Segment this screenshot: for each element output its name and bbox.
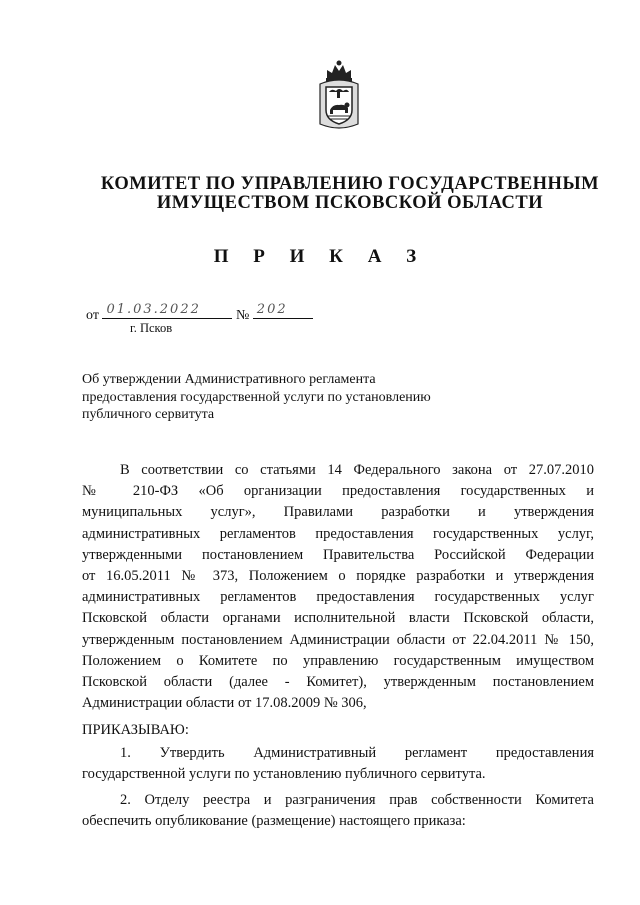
number-blank — [253, 303, 313, 319]
order-item-line: 1. Утвердить Административный регламент предоставления — [120, 745, 594, 761]
handwritten-date: 01.03.2022 — [106, 302, 201, 317]
preamble-line: Положением о Комитете по управлению государственным имуществом — [82, 652, 594, 669]
preamble-line: В соответствии со статьями 14 Федерального закона от 27.07.2010 — [120, 462, 594, 478]
number-label: № — [235, 308, 250, 323]
pskov-coat-of-arms-icon — [318, 58, 360, 132]
preamble-line: от 16.05.2011 № 373, Положением о порядке разработки и утверждения — [82, 568, 594, 585]
preamble-line: Псковской области органами исполнительной власти Псковской области, — [82, 610, 594, 627]
preamble-line: утвержденными постановлением Правительства Российской Федерации — [82, 546, 594, 563]
subject-line: публичного сервитута — [82, 407, 215, 422]
preamble-line: № 210-ФЗ «Об организации предоставления государственных и — [82, 483, 594, 500]
from-label: от — [86, 308, 99, 323]
organization-name-line2: ИМУЩЕСТВОМ ПСКОВСКОЙ ОБЛАСТИ — [156, 193, 544, 213]
organization-name-line1: КОМИТЕТ ПО УПРАВЛЕНИЮ ГОСУДАРСТВЕННЫМ — [100, 174, 600, 194]
date-number-line — [86, 303, 313, 324]
order-item-1 — [82, 743, 594, 785]
subject-line: предоставления государственной услуги по установлению — [82, 389, 431, 405]
order-word: ПРИКАЗЫВАЮ: — [82, 722, 189, 738]
preamble-paragraph — [82, 460, 594, 714]
order-item-line: обеспечить опубликование (размещение) настоящего приказа: — [82, 813, 466, 830]
handwritten-number: 202 — [256, 302, 288, 317]
date-blank — [102, 303, 232, 319]
subject-line: Об утверждении Административного регламента — [82, 372, 376, 387]
preamble-line: муниципальных услуг», Правилами разработки и утверждения — [82, 504, 594, 521]
order-item-line: 2. Отделу реестра и разграничения прав собственности Комитета — [120, 792, 594, 808]
preamble-line: Администрации области от 17.08.2009 № 306, — [82, 695, 367, 712]
preamble-line: Псковской области (далее - Комитет), утвержденным постановлением — [82, 674, 594, 691]
order-item-line: государственной услуги по установлению публичного сервитута. — [82, 766, 486, 783]
order-item-2 — [82, 790, 594, 832]
preamble-line: административных регламентов предоставления государственных услуг, — [82, 525, 594, 542]
preamble-line: административных регламентов предоставления государственных услуг — [82, 589, 594, 606]
document-type-title: П Р И К А З — [213, 246, 427, 267]
document-subject — [82, 371, 462, 424]
preamble-line: утвержденным постановлением Администрации области от 22.04.2011 № 150, — [82, 631, 594, 648]
city-label: г. Псков — [130, 321, 173, 335]
